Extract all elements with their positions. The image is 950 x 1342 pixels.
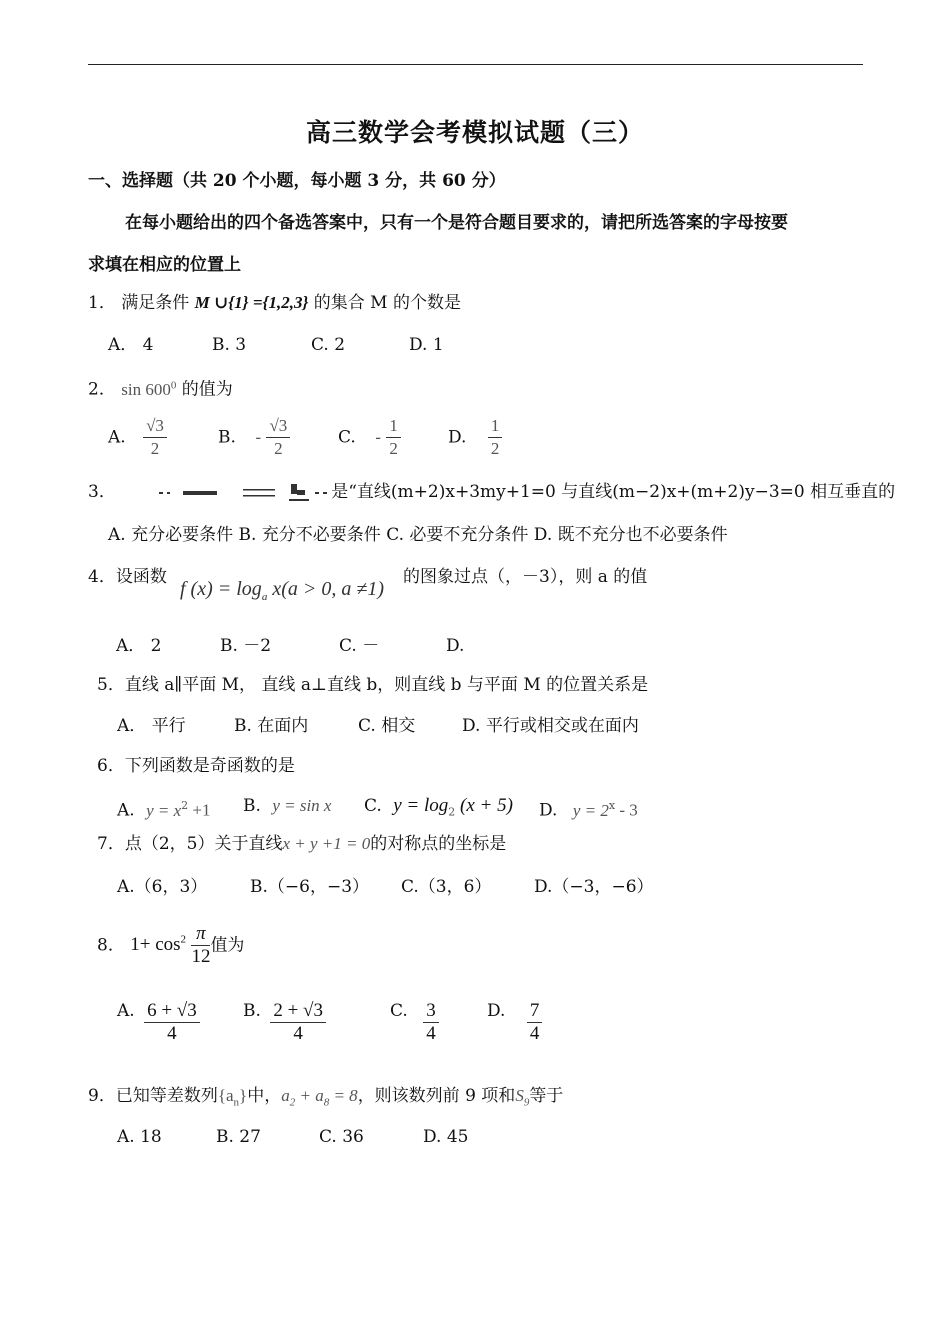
q9-option-c: C. 36 [319,1127,364,1147]
q6-option-c: C. $y = \log_2 (x + 5)$ [364,795,513,819]
q2-option-b: B. - $\frac{√3}{2}$ [218,415,290,460]
q2-number: 2． [88,379,116,400]
q9-option-b: B. 27 [216,1127,261,1147]
q8-option-a: A. $\frac{6 + √3}{4}$ [117,1000,200,1045]
q9-expr: $a_2 + a_8 = 8$ [281,1086,358,1109]
question-6: 6．下列函数是奇函数的是 [97,756,295,776]
question-4 [88,566,167,588]
page-title: 高三数学会考模拟试题（三） [305,118,644,147]
q1-text-pre: 满足条件 [121,293,195,313]
question-7: 7．点（2，5）关于直线x + y +1 = 0的对称点的坐标是 [97,834,507,854]
q4-option-b: B. －2 [220,636,272,656]
q9-sequence: $\{a_n\}$ [217,1086,248,1109]
q5-option-b: B. 在面内 [234,716,309,736]
q1-option-d: D. 1 [409,335,444,355]
q1-option-c: C. 2 [311,335,346,355]
q4-option-d: D. [446,636,465,656]
instruction-line-2: 求填在相应的位置上 [88,255,241,275]
q4-expr: f $(x) = \log_a x(a > 0$, a ≠1) [180,578,384,603]
q3-number: 3． [88,482,116,502]
q1-expr: M ∪{1} ={1,2,3} [194,293,309,312]
question-9: 9．已知等差数列$\{a_n\}$中，$a_2 + a_8 = 8$，则该数列前 9 项和$S_9$等于 [88,1086,564,1109]
q1-number: 1． [88,293,116,313]
q5-option-d: D. 平行或相交或在面内 [462,716,639,736]
q1-option-a: A． 4 [108,335,154,355]
q7-option-d: D.（−3，−6） [534,877,654,897]
q7-option-c: C.（3，6） [401,877,492,897]
q5-option-a: A． 平行 [117,716,186,736]
question-8: 8． $1+ \cos^2$ $\frac{\pi}{12}$ 值为 [97,923,245,968]
q8-option-c: C. $\frac{3}{4}$ [390,1000,439,1045]
header-rule [88,64,863,65]
q5-option-c: C. 相交 [358,716,416,736]
q8-option-b: B. $\frac{2 + √3}{4}$ [243,1000,326,1045]
q3-text: 是“直线(m+2)x+3my+1=0 与直线(m−2)x+(m+2)y−3=0 相互垂直的 [331,482,896,502]
q1-text-post: 的集合 M 的个数是 [308,293,461,313]
question-2 [88,374,233,401]
q6-option-b: B. y = sin x [243,796,332,816]
q3-options: A. 充分必要条件 B. 充分不必要条件 C. 必要不充分条件 D. 既不充分也不必要条件 [108,525,728,545]
q4-option-a: A． 2 [116,636,162,656]
q9-sum: $S_9$ [515,1086,530,1109]
q1-option-b: B. 3 [212,335,247,355]
garbled-formula-image [121,482,331,504]
q4-option-c: C. － [339,636,380,656]
q8-expr: $1+ \cos^2$ [130,934,187,956]
q4-text-post: 的图象过点（，－3），则 a 的值 [403,567,648,587]
question-3 [88,481,895,504]
q6-option-a: A. $y = x^2 +1$ [117,799,211,821]
instruction-line-1: 在每小题给出的四个备选答案中，只有一个是符合题目要求的，请把所选答案的字母按要 [125,213,788,233]
q4-number: 4．设函数 [88,567,167,587]
q2-option-a: A. $\frac{√3}{2}$ [108,415,167,460]
q7-option-a: A.（6，3） [117,877,208,897]
q6-option-d: D. $y = 2^x - 3$ [539,799,638,821]
q2-option-c: C. - $\frac{1}{2}$ [338,415,401,460]
section-heading: 一、选择题（共 20 个小题，每小题 3 分，共 60 分） [88,171,506,191]
q8-option-d: D. $\frac{7}{4}$ [487,1000,542,1045]
q9-option-d: D. 45 [423,1127,469,1147]
question-5: 5．直线 a∥平面 M， 直线 a⊥直线 b，则直线 b 与平面 M 的位置关系是 [97,675,649,695]
q9-option-a: A. 18 [117,1127,162,1147]
q7-option-b: B.（−6，−3） [250,877,370,897]
q2-option-d: D. $\frac{1}{2}$ [448,415,502,460]
q7-expr: x + y +1 = 0 [282,834,371,853]
q2-expr: $\sin 600^0$ [121,379,177,399]
q2-text-post: 的值为 [176,379,233,400]
question-1 [88,292,461,314]
